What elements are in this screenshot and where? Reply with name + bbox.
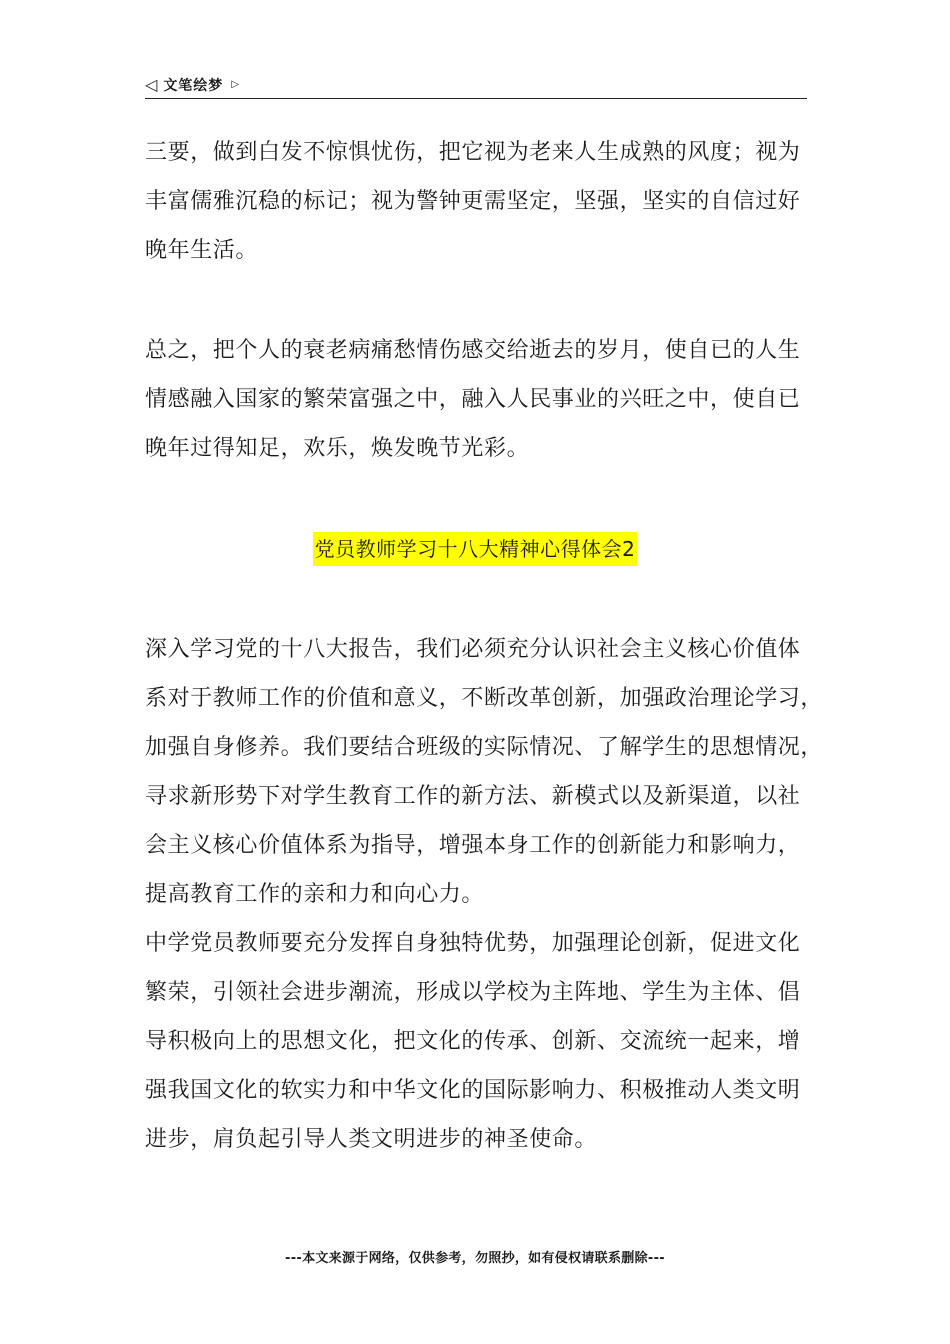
text-line: 会主义核心价值体系为指导，增强本身工作的创新能力和影响力， bbox=[145, 833, 801, 858]
triangle-left-icon: ◁ bbox=[145, 75, 158, 94]
section-title: 党员教师学习十八大精神心得体会2 bbox=[313, 532, 638, 566]
text-line: 丰富儒雅沉稳的标记；视为警钟更需坚定，坚强，坚实的自信过好 bbox=[145, 189, 801, 214]
text-line: 深入学习党的十八大报告，我们必须充分认识社会主义核心价值体 bbox=[145, 637, 801, 662]
text-line: 强我国文化的软实力和中华文化的国际影响力、积极推动人类文明 bbox=[145, 1078, 801, 1103]
text-line: 进步，肩负起引导人类文明进步的神圣使命。 bbox=[145, 1127, 598, 1152]
triangle-right-icon: ▷ bbox=[231, 79, 240, 90]
text-line: 繁荣，引领社会进步潮流，形成以学校为主阵地、学生为主体、倡 bbox=[145, 980, 801, 1005]
text-line: 系对于教师工作的价值和意义，不断改革创新，加强政治理论学习， bbox=[145, 686, 824, 711]
text-line: 中学党员教师要充分发挥自身独特优势，加强理论创新，促进文化 bbox=[145, 931, 801, 956]
text-line: 导积极向上的思想文化，把文化的传承、创新、交流统一起来，增 bbox=[145, 1029, 801, 1054]
text-line: 寻求新形势下对学生教育工作的新方法、新模式以及新渠道，以社 bbox=[145, 784, 801, 809]
text-line: 三要，做到白发不惊惧忧伤，把它视为老来人生成熟的风度；视为 bbox=[145, 140, 801, 165]
text-line: 晚年过得知足，欢乐，焕发晚节光彩。 bbox=[145, 436, 530, 461]
header-brand: 文笔绘梦 bbox=[163, 78, 224, 94]
section-title-wrap bbox=[0, 532, 950, 566]
text-line: 提高教育工作的亲和力和向心力。 bbox=[145, 882, 485, 907]
text-line: 总之，把个人的衰老病痛愁情伤感交给逝去的岁月，使自已的人生 bbox=[145, 338, 801, 363]
footer-disclaimer: ---本文来源于网络，仅供参考，勿照抄，如有侵权请联系删除--- bbox=[285, 1251, 665, 1266]
text-line: 晚年生活。 bbox=[145, 238, 259, 263]
paragraph-white-hair bbox=[145, 128, 815, 275]
paragraph-conclusion bbox=[145, 326, 815, 473]
paragraph-study-report bbox=[145, 625, 824, 1164]
text-line: 加强自身修养。我们要结合班级的实际情况、了解学生的思想情况， bbox=[145, 735, 824, 760]
page-header bbox=[145, 72, 807, 99]
text-line: 情感融入国家的繁荣富强之中，融入人民事业的兴旺之中，使自已 bbox=[145, 387, 801, 412]
